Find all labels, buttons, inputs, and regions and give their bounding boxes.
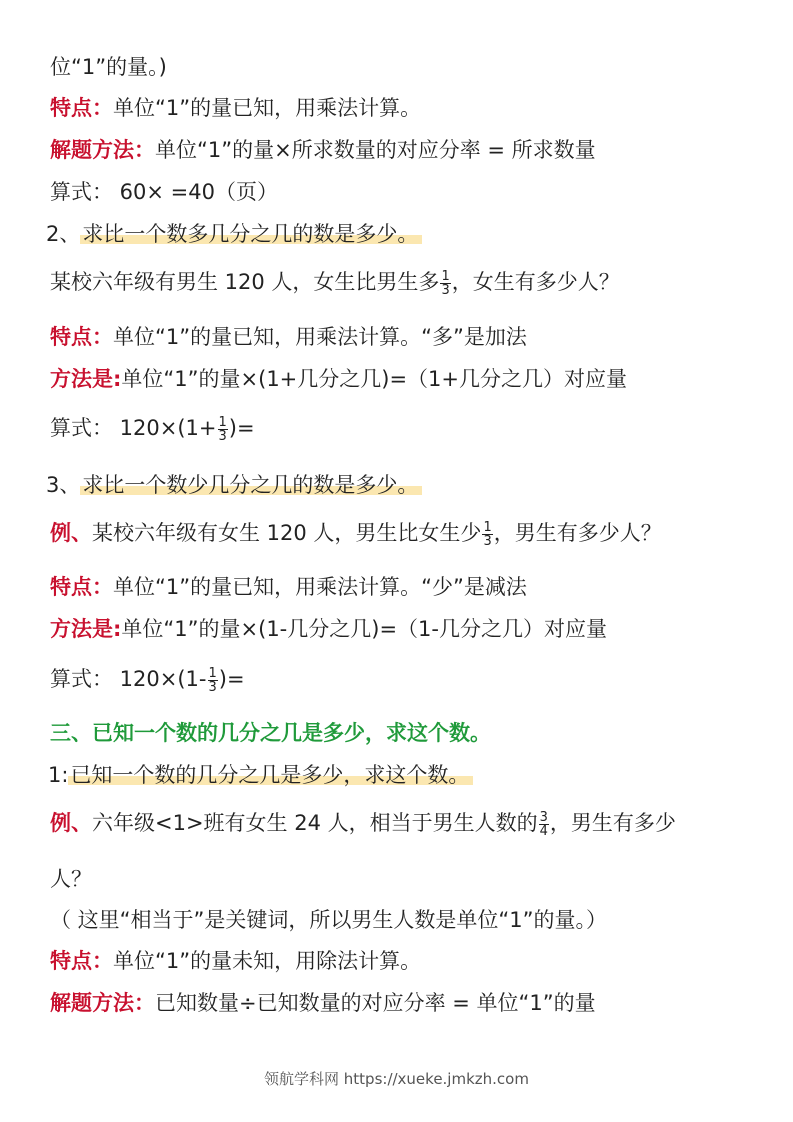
example-label: 例、 [50,521,92,545]
formula-line [50,177,278,207]
fraction-numerator: 1 [441,268,450,284]
fraction-one-third [440,270,450,297]
section-heading-2 [46,219,422,249]
section-number: 1: [48,763,69,787]
section-number: 2、 [46,222,81,246]
note-line [50,905,607,935]
page-footer: 领航学科网 https://xueke.jmkzh.com [264,1070,529,1088]
example-label: 例、 [50,811,92,835]
text-line [50,864,92,894]
feature-text: 单位“1”的量已知，用乘法计算。“多”是加法 [113,325,527,349]
formula-text-end: )= [228,416,255,440]
example-text: 六年级<1>班有女生 24 人，相当于男生人数的 [92,811,538,835]
method-label: 方法是: [50,367,122,391]
fraction-denominator: 3 [218,428,227,444]
line-text: 位“1”的量。) [50,55,167,79]
text-line [50,52,167,82]
section-number: 3、 [46,473,81,497]
feature-line [50,322,527,352]
formula-text: 算式： 60× =40（页） [50,180,278,204]
example-text: 某校六年级有女生 120 人，男生比女生少 [92,521,482,545]
method-label: 解题方法： [50,991,155,1015]
formula-text-end: )= [218,667,245,691]
feature-label: 特点： [50,575,113,599]
formula-line [50,664,245,694]
method-text: 单位“1”的量×(1-几分之几)=（1-几分之几）对应量 [121,617,607,641]
fraction-numerator: 1 [483,519,492,535]
fraction-denominator: 3 [208,679,217,695]
section-title: 已知一个数的几分之几是多少，求这个数。 [68,763,473,787]
feature-text: 单位“1”的量已知，用乘法计算。 [113,96,422,120]
fraction-three-quarters [539,811,549,838]
method-text: 已知数量÷已知数量的对应分率 = 单位“1”的量 [155,991,596,1015]
feature-line [50,946,421,976]
chapter-heading [50,718,491,748]
feature-line [50,93,421,123]
line-text: 人？ [50,867,92,891]
problem-line [50,267,620,297]
example-line [50,518,662,548]
fraction-denominator: 3 [441,282,450,298]
method-label: 方法是: [50,617,122,641]
example-text-end: ，男生有多少人？ [493,521,662,545]
formula-text: 算式： 120×(1+ [50,416,217,440]
section-title: 求比一个数多几分之几的数是多少。 [80,222,422,246]
method-text: 单位“1”的量×所求数量的对应分率 = 所求数量 [155,138,596,162]
section-heading-3 [46,470,422,500]
method-line [50,988,596,1018]
method-line [50,135,596,165]
feature-line [50,572,527,602]
method-line [50,614,607,644]
note-text: （ 这里“相当于”是关键词，所以男生人数是单位“1”的量。） [50,908,608,932]
fraction-numerator: 1 [208,665,217,681]
fraction-one-third [208,667,218,694]
example-line [50,808,676,838]
chapter-title: 三、已知一个数的几分之几是多少，求这个数。 [50,721,491,745]
method-line [50,364,627,394]
fraction-denominator: 4 [539,823,548,839]
fraction-numerator: 3 [539,809,548,825]
feature-label: 特点： [50,325,113,349]
formula-line [50,413,255,443]
feature-text: 单位“1”的量未知，用除法计算。 [113,949,422,973]
section-heading-1 [48,760,473,790]
problem-text-end: ，女生有多少人？ [451,270,620,294]
feature-label: 特点： [50,96,113,120]
formula-text: 算式： 120×(1- [50,667,207,691]
fraction-numerator: 1 [218,414,227,430]
fraction-denominator: 3 [483,533,492,549]
feature-label: 特点： [50,949,113,973]
fraction-one-third [218,416,228,443]
problem-text: 某校六年级有男生 120 人，女生比男生多 [50,270,440,294]
example-text-end: ，男生有多少 [549,811,676,835]
feature-text: 单位“1”的量已知，用乘法计算。“少”是减法 [113,575,527,599]
fraction-one-third [482,521,492,548]
method-label: 解题方法： [50,138,155,162]
method-text: 单位“1”的量×(1+几分之几)=（1+几分之几）对应量 [121,367,628,391]
section-title: 求比一个数少几分之几的数是多少。 [80,473,422,497]
